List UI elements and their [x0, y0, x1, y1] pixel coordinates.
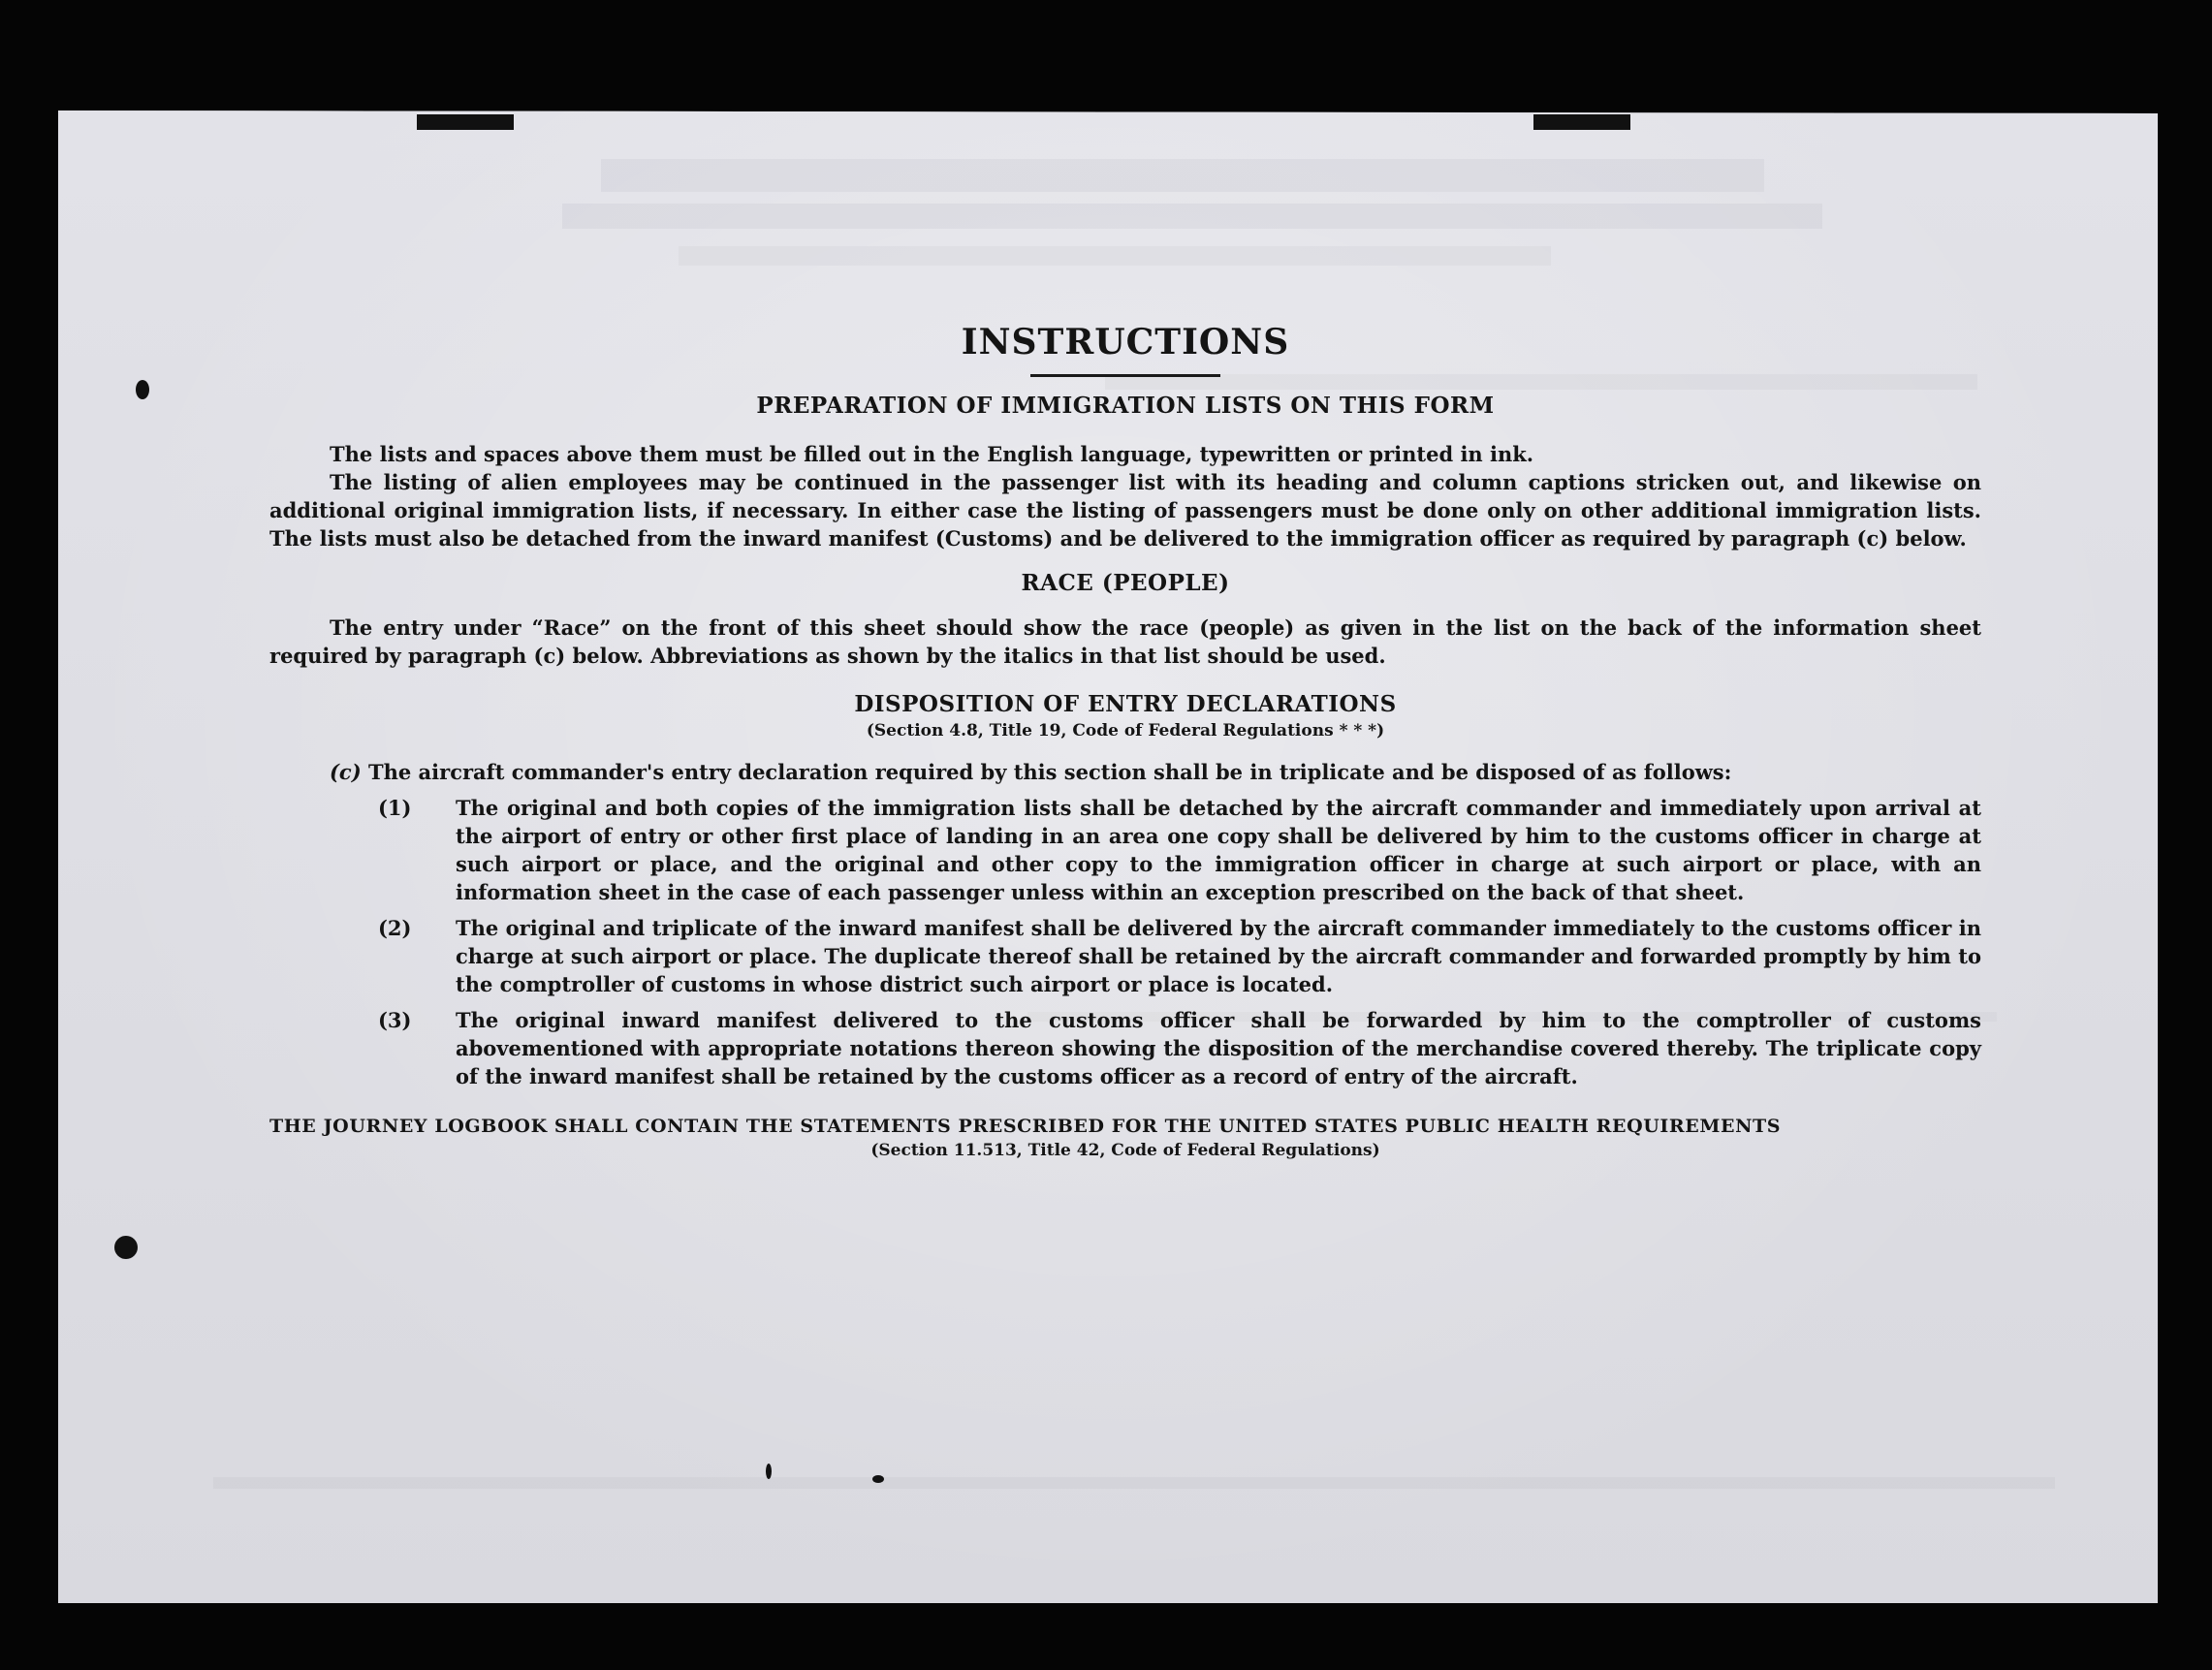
item-text: The original and both copies of the immigration lists shall be detached by the aircraft commander and immediately upon arrival at the airport of entry or other first place of landing in an area one copy shall be delivered by him to the customs officer in charge at such airport or place, and the original and other copy to the immigration officer in charge at such airport or place, with an information sheet in the case of each passenger unless within an exception prescribed on the back of that sheet. [456, 796, 1981, 904]
binding-tab-right [1533, 114, 1630, 130]
bleed-through-line [562, 204, 1822, 229]
page-title: INSTRUCTIONS [961, 322, 1290, 362]
prep-heading: PREPARATION OF IMMIGRATION LISTS ON THIS FORM [756, 393, 1495, 419]
item-number: (1) [378, 796, 412, 820]
bleed-through-line [679, 246, 1551, 266]
paragraph-c-text: The aircraft commander's entry declaration required by this section shall be in triplicate and be disposed of as follows: [367, 760, 1732, 784]
item-number: (2) [378, 916, 412, 940]
binding-tab-left [417, 114, 514, 130]
item-text: The original and triplicate of the inward manifest shall be delivered by the aircraft commander immediately to the customs officer in charge at such airport or place. The duplicate thereof shall be retained by the aircraft commander and forwarded promptly by him to the comptroller of customs in whose district such airport or place is located. [456, 916, 1981, 996]
item-text: The original inward manifest delivered to the customs officer shall be forwarded by him to the comptroller of customs abovementioned with appropriate notations thereon showing the disposition of the merchandise covered thereby. The triplicate copy of the inward manifest shall be retained by the customs officer as a record of entry of the aircraft. [456, 1008, 1981, 1088]
race-paragraph: The entry under “Race” on the front of this sheet should show the race (people) as given in the list on the back of the information sheet required by paragraph (c) below. Abbreviations as shown by the italics in that list should be used. [269, 615, 1981, 668]
footer-citation: (Section 11.513, Title 42, Code of Federal Regulations) [870, 1141, 1380, 1160]
prep-paragraph-1: The lists and spaces above them must be filled out in the English language, typewritten or printed in ink. [330, 442, 1534, 466]
disposition-citation: (Section 4.8, Title 19, Code of Federal Regulations * * *) [866, 721, 1385, 740]
bleed-through-line [601, 159, 1764, 192]
list-item [269, 914, 1981, 998]
paragraph-c-label: (c) [330, 760, 362, 784]
bleed-through-line [213, 1477, 2055, 1489]
race-heading: RACE (PEOPLE) [1021, 570, 1230, 596]
disposition-heading: DISPOSITION OF ENTRY DECLARATIONS [854, 691, 1397, 717]
ink-blot [114, 1236, 138, 1259]
ink-blot [136, 380, 149, 399]
footer-heading: THE JOURNEY LOGBOOK SHALL CONTAIN THE STATEMENTS PRESCRIBED FOR THE UNITED STATES PUBLIC HEALTH REQUIREMENTS [269, 1116, 1782, 1137]
ink-blot [872, 1475, 884, 1483]
paragraph-c [269, 758, 1981, 786]
list-item [269, 1006, 1981, 1090]
ink-blot [766, 1464, 772, 1479]
title-rule [1030, 374, 1220, 377]
prep-paragraph-2: The listing of alien employees may be continued in the passenger list with its heading and column captions stricken out, and likewise on additional original immigration lists, if necessary. In either case the listing of passengers must be done only on other additional immigration lists. The lists must also be detached from the inward manifest (Customs) and be delivered to the immigration officer as required by paragraph (c) below. [269, 470, 1981, 551]
item-number: (3) [378, 1008, 412, 1032]
list-item [269, 794, 1981, 906]
instructions-document [269, 310, 1981, 1160]
